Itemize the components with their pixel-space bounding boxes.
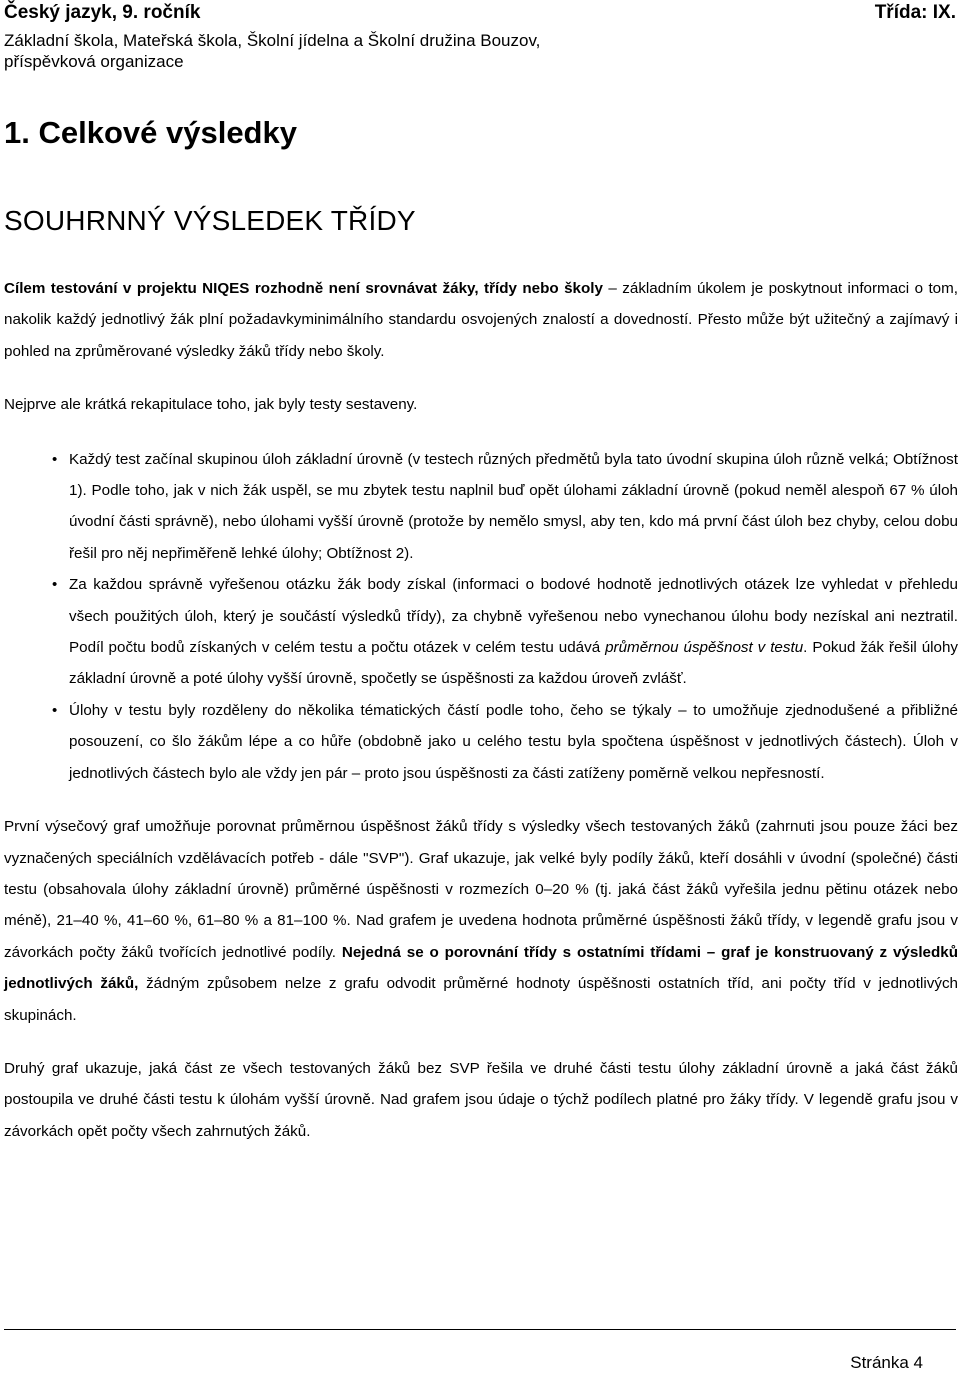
bullet-icon: • — [52, 450, 58, 468]
list-item — [52, 569, 959, 695]
list-item-text: Úlohy v testu byly rozděleny do několika tématických částí podle toho, čeho se týkaly – to umožňuje zjednodušené a přibližné posouzení, co šlo žákům lépe a co hůře (obdobně jako u celého testu byla spočtena úspěšnost v jednotlivých částech). Úloh v jednotlivých částech bylo ale vždy jen pár – proto jsou úspěšnosti za části zatíženy poměrně velkou nepřesností. — [69, 701, 958, 782]
intro-paragraph — [4, 273, 958, 367]
intro-rest: – základním úkolem je poskytnout informaci o tom, nakolik každý jednotlivý žák plní požadavkyminimálního standardu osvojených znalostí a dovedností. Přesto může být užitečný a zajímavý i pohled na zprůměrované výsledky žáků třídy nebo školy. — [4, 280, 959, 360]
school-name-line2: příspěvková organizace — [4, 52, 184, 71]
first-chart-text-after: žádným způsobem nelze z grafu odvodit průměrné hodnoty úspěšnosti ostatních tříd, ani počty tříd v jednotlivých skupinách. — [4, 975, 958, 1024]
first-chart-text: První výsečový graf umožňuje porovnat průměrnou úspěšnost žáků třídy s výsledky všech testovaných žáků (zahrnuti jsou pouze žáci bez vyznačených speciálních vzdělávacích potřeb - dále "SVP"). Graf ukazuje, jak velké byly podíly žáků, kteří dosáhli v úvodní (společné) části testu (obsahovala úlohy základní úrovně) průměrné úspěšnosti v rozmezích 0–20 % (tj. jaká část žáků vyřešila jednu pětinu otázek nebo méně), 21–40 %, 41–60 %, 61–80 % a 81–100 %. Nad grafem je uvedena hodnota průměrné úspěšnosti žáků třídy, v legendě grafu jsou v závorkách počty žáků tvořících jednotlivé podíly. — [4, 818, 958, 961]
bullet-icon: • — [52, 576, 58, 594]
intro-bold-lead: Cílem testování v projektu NIQES rozhodně není srovnávat žáky, třídy nebo školy — [4, 280, 603, 297]
section-title: 1. Celkové výsledky — [4, 115, 297, 150]
page-number: Stránka 4 — [850, 1353, 923, 1372]
header-top-row — [4, 2, 956, 24]
test-structure-list — [4, 444, 958, 789]
footer-divider — [4, 1329, 956, 1330]
course-title: Český jazyk, 9. ročník — [4, 2, 201, 23]
school-name-line1: Základní škola, Mateřská škola, Školní jídelna a Školní družina Bouzov, — [4, 31, 541, 50]
class-label: Třída: IX. — [874, 2, 956, 23]
bullet-icon: • — [52, 701, 58, 719]
main-content — [4, 273, 958, 1147]
list-item — [52, 444, 958, 570]
first-chart-bold: Nejedná se o porovnání třídy s ostatními třídami – graf je konstruovaný z výsledků jednotlivých žáků, — [4, 943, 958, 993]
list-item-emphasis: průměrnou úspěšnost v testu — [605, 639, 804, 657]
subsection-title: SOUHRNNÝ VÝSLEDEK TŘÍDY — [4, 205, 416, 236]
list-item-text: Každý test začínal skupinou úloh základní úrovně (v testech různých předmětů byla tato úvodní skupina úloh různě velká; Obtížnost 1). Podle toho, jak v nich žák uspěl, se mu zbytek testu naplnil buď opět úlohami základní úrovně (pokud neměl alespoň 67 % úloh úvodní části správně), nebo úlohami vyšší úrovně (protože by nemělo smysl, aby ten, kdo má první část úloh bez chyby, celou dobu řešil pro něj nepřiměřeně lehké úlohy; Obtížnost 2). — [69, 450, 958, 562]
list-item — [52, 695, 958, 789]
list-item-text: Za každou správně vyřešenou otázku žák body získal (informaci o bodové hodnotě jednotlivých otázek lze vyhledat v přehledu všech použitých úloh, který je součástí výsledků třídy), za chybně vyřešenou nebo vynechanou úlohu body nezískal ani neztratil. Podíl počtu bodů získaných v celém testu a počtu otázek v celém testu udává — [69, 576, 958, 657]
list-item-text-after: . Pokud žák řešil úlohy základní úrovně a poté úlohy vyšší úrovně, spočetly se úspěšnosti za každou úroveň zvlášť. — [69, 639, 959, 688]
page-header — [4, 2, 956, 72]
school-name — [4, 30, 956, 72]
recap-paragraph: Nejprve ale krátká rekapitulace toho, jak byly testy sestaveny. — [4, 396, 418, 414]
first-chart-paragraph — [4, 811, 958, 1031]
second-chart-paragraph: Druhý graf ukazuje, jaká část ze všech testovaných žáků bez SVP řešila ve druhé části testu úlohy základní úrovně a jaká část žáků postoupila ve druhé části testu k úlohám vyšší úrovně. Nad grafem jsou údaje o týchž podílech platné pro žáky třídy. V legendě grafu jsou v závorkách opět počty všech zahrnutých žáků. — [4, 1059, 958, 1140]
